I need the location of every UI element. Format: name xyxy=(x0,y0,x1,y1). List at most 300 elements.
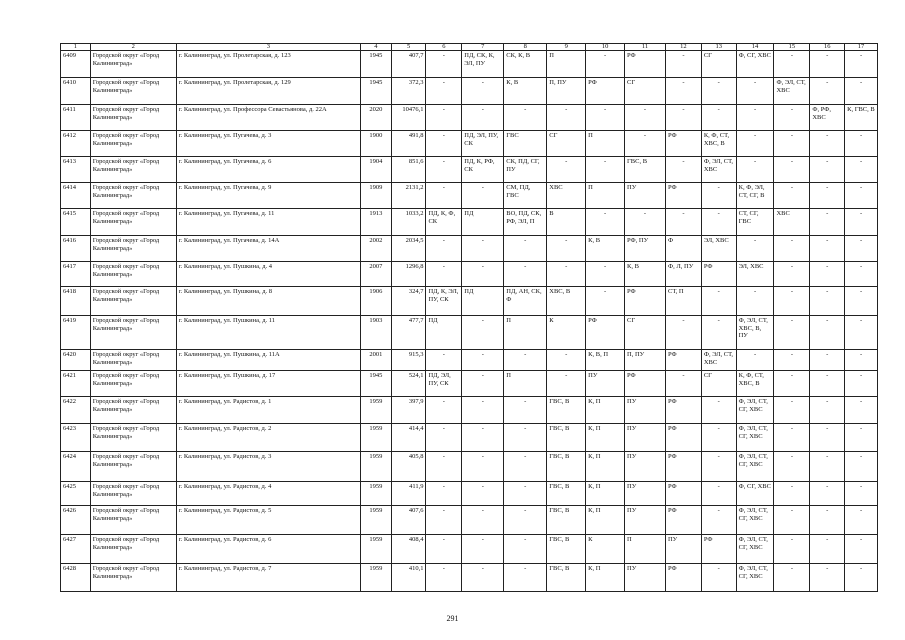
table-cell: ГВС, В xyxy=(547,535,586,564)
table-cell: - xyxy=(462,350,504,371)
table-cell: Городской округ «Город Калининград» xyxy=(90,371,176,397)
table-cell: 10476,1 xyxy=(391,105,426,131)
column-header: 10 xyxy=(586,44,625,51)
table-cell: П, ПУ xyxy=(547,78,586,105)
table-cell: г. Калининград, ул. Радистов, д. 6 xyxy=(176,535,360,564)
table-cell: - xyxy=(810,424,845,452)
table-row xyxy=(61,397,878,424)
table-cell: 1900 xyxy=(360,131,391,157)
table-cell: ЭЛ, ХВС xyxy=(736,262,774,287)
table-cell: - xyxy=(701,78,736,105)
table-cell: РФ xyxy=(665,482,701,506)
table-cell: Городской округ «Город Калининград» xyxy=(90,350,176,371)
table-cell: г. Калининград, ул. Пушкина, д. 11 xyxy=(176,316,360,350)
table-cell: 6421 xyxy=(61,371,91,397)
table-cell: - xyxy=(736,287,774,316)
table-cell: РФ xyxy=(665,131,701,157)
table-cell: 410,1 xyxy=(391,564,426,592)
table-cell: - xyxy=(774,183,810,209)
table-cell: - xyxy=(547,371,586,397)
table-cell: 1959 xyxy=(360,482,391,506)
table-cell: - xyxy=(586,287,625,316)
table-cell: - xyxy=(810,183,845,209)
table-cell: - xyxy=(774,482,810,506)
column-header: 17 xyxy=(845,44,878,51)
table-cell: П xyxy=(504,371,547,397)
table-cell: - xyxy=(845,482,878,506)
table-cell: - xyxy=(665,51,701,78)
table-cell: СГ xyxy=(701,51,736,78)
table-row xyxy=(61,316,878,350)
table-cell: РФ xyxy=(665,506,701,535)
table-cell: - xyxy=(504,564,547,592)
table-cell: г. Калининград, ул. Пушкина, д. 17 xyxy=(176,371,360,397)
column-header: 7 xyxy=(462,44,504,51)
table-cell: П xyxy=(547,51,586,78)
table-cell: П xyxy=(504,316,547,350)
table-row xyxy=(61,287,878,316)
table-cell: 2034,5 xyxy=(391,236,426,262)
table-cell: - xyxy=(845,350,878,371)
table-row xyxy=(61,564,878,592)
column-header: 5 xyxy=(391,44,426,51)
table-cell: 407,6 xyxy=(391,506,426,535)
table-cell: РФ xyxy=(701,262,736,287)
table-cell: Городской округ «Город Калининград» xyxy=(90,482,176,506)
table-cell: - xyxy=(701,209,736,236)
table-cell: - xyxy=(504,262,547,287)
table-cell: - xyxy=(774,397,810,424)
table-cell: Ф, ЭЛ, СТ, СГ, ХВС xyxy=(736,506,774,535)
table-cell: - xyxy=(845,424,878,452)
table-cell: - xyxy=(547,105,586,131)
table-cell: - xyxy=(665,316,701,350)
table-cell: Городской округ «Город Калининград» xyxy=(90,262,176,287)
table-cell: г. Калининград, ул. Пугачева, д. 11 xyxy=(176,209,360,236)
table-cell: Ф, СГ, ХВС xyxy=(736,482,774,506)
table-cell: - xyxy=(845,564,878,592)
column-header: 4 xyxy=(360,44,391,51)
table-cell: ГВС, В xyxy=(547,424,586,452)
table-cell: Городской округ «Город Калининград» xyxy=(90,78,176,105)
table-cell: - xyxy=(586,157,625,183)
table-cell: г. Калининград, ул. Радистов, д. 5 xyxy=(176,506,360,535)
table-cell: 408,4 xyxy=(391,535,426,564)
table-cell: - xyxy=(736,350,774,371)
table-cell: - xyxy=(845,262,878,287)
table-cell: 2002 xyxy=(360,236,391,262)
table-cell: ПУ xyxy=(625,564,666,592)
table-cell: 6411 xyxy=(61,105,91,131)
table-cell: - xyxy=(774,424,810,452)
table-cell: 6413 xyxy=(61,157,91,183)
table-cell: 411,9 xyxy=(391,482,426,506)
column-header: 3 xyxy=(176,44,360,51)
table-cell: - xyxy=(504,350,547,371)
table-cell: Городской округ «Город Калининград» xyxy=(90,452,176,482)
table-cell: ПД, ЭЛ, ПУ, СК xyxy=(462,131,504,157)
table-cell: 6414 xyxy=(61,183,91,209)
table-cell: 524,1 xyxy=(391,371,426,397)
table-row xyxy=(61,535,878,564)
table-cell: К, В xyxy=(625,262,666,287)
table-cell: В xyxy=(547,209,586,236)
table-cell: - xyxy=(426,506,462,535)
table-row xyxy=(61,183,878,209)
table-cell: РФ xyxy=(665,452,701,482)
table-cell: 1296,8 xyxy=(391,262,426,287)
table-cell: РФ xyxy=(665,183,701,209)
table-cell: К, В, П xyxy=(586,350,625,371)
table-cell: К, П xyxy=(586,397,625,424)
table-cell: 6428 xyxy=(61,564,91,592)
table-cell: Городской округ «Город Калининград» xyxy=(90,183,176,209)
table-cell: - xyxy=(426,131,462,157)
table-cell: - xyxy=(845,236,878,262)
table-cell: - xyxy=(462,236,504,262)
table-row xyxy=(61,350,878,371)
table-cell: К, Ф, ЭЛ, СТ, СГ, В xyxy=(736,183,774,209)
table-cell: ПУ xyxy=(625,397,666,424)
table-cell: г. Калининград, ул. Пролетарская, д. 129 xyxy=(176,78,360,105)
table-cell: 2131,2 xyxy=(391,183,426,209)
table-cell: - xyxy=(845,371,878,397)
table-cell: 407,7 xyxy=(391,51,426,78)
table-cell: К xyxy=(547,316,586,350)
table-cell: П xyxy=(586,183,625,209)
table-cell: - xyxy=(774,506,810,535)
table-cell: - xyxy=(504,236,547,262)
table-cell: - xyxy=(845,452,878,482)
table-row xyxy=(61,236,878,262)
table-cell: 1959 xyxy=(360,535,391,564)
table-cell: Ф, СГ, ХВС xyxy=(736,51,774,78)
table-cell: - xyxy=(810,535,845,564)
table-cell: - xyxy=(462,564,504,592)
table-cell: - xyxy=(665,78,701,105)
table-cell: г. Калининград, ул. Пугачева, д. 14А xyxy=(176,236,360,262)
table-cell: СГ xyxy=(625,316,666,350)
table-cell: ПУ xyxy=(586,371,625,397)
table-cell: СГ xyxy=(701,371,736,397)
table-cell: - xyxy=(736,131,774,157)
table-cell: 1903 xyxy=(360,316,391,350)
table-cell: ХВС xyxy=(547,183,586,209)
table-cell: - xyxy=(462,397,504,424)
table-cell: ПД xyxy=(462,209,504,236)
table-cell: - xyxy=(625,105,666,131)
table-cell: 491,8 xyxy=(391,131,426,157)
table-cell: ГВС, В xyxy=(547,564,586,592)
table-row xyxy=(61,78,878,105)
table-cell: 405,8 xyxy=(391,452,426,482)
table-cell: - xyxy=(736,78,774,105)
table-cell: - xyxy=(625,209,666,236)
column-header: 2 xyxy=(90,44,176,51)
column-header: 11 xyxy=(625,44,666,51)
table-cell: 1959 xyxy=(360,564,391,592)
table-cell: - xyxy=(426,482,462,506)
table-cell: г. Калининград, ул. Пугачева, д. 3 xyxy=(176,131,360,157)
table-cell: Городской округ «Город Калининград» xyxy=(90,236,176,262)
table-cell: - xyxy=(810,564,845,592)
table-cell: СГ xyxy=(625,78,666,105)
table-cell: ПУ xyxy=(665,535,701,564)
table-cell: 2001 xyxy=(360,350,391,371)
table-cell: Ф, ЭЛ, СТ, СГ, ХВС xyxy=(736,397,774,424)
table-cell: - xyxy=(426,236,462,262)
table-cell: К, П xyxy=(586,482,625,506)
table-cell: - xyxy=(774,316,810,350)
column-header: 6 xyxy=(426,44,462,51)
table-cell: РФ xyxy=(625,371,666,397)
table-cell: г. Калининград, ул. Радистов, д. 1 xyxy=(176,397,360,424)
table-cell: - xyxy=(810,209,845,236)
page-number: 291 xyxy=(446,614,459,623)
table-row xyxy=(61,452,878,482)
registry-table xyxy=(60,43,878,592)
table-row xyxy=(61,157,878,183)
table-cell: - xyxy=(845,397,878,424)
table-cell: 372,3 xyxy=(391,78,426,105)
table-cell: 1959 xyxy=(360,452,391,482)
table-cell: 1913 xyxy=(360,209,391,236)
table-cell: Городской округ «Город Калининград» xyxy=(90,287,176,316)
table-cell: - xyxy=(845,131,878,157)
table-cell: Ф, ЭЛ, СТ, СГ, ХВС xyxy=(736,564,774,592)
table-cell: ПД, К, Ф, СК xyxy=(426,209,462,236)
table-cell: - xyxy=(701,287,736,316)
table-cell: - xyxy=(462,506,504,535)
table-cell: - xyxy=(774,371,810,397)
table-cell: - xyxy=(845,535,878,564)
table-cell: СК, К, В xyxy=(504,51,547,78)
table-cell: - xyxy=(462,452,504,482)
table-cell: 2020 xyxy=(360,105,391,131)
table-cell: К, ГВС, В xyxy=(845,105,878,131)
table-cell: 6418 xyxy=(61,287,91,316)
table-cell: 6420 xyxy=(61,350,91,371)
table-cell: 915,3 xyxy=(391,350,426,371)
table-cell: К, П xyxy=(586,506,625,535)
table-cell: 397,9 xyxy=(391,397,426,424)
table-cell: 414,4 xyxy=(391,424,426,452)
table-cell: г. Калининград, ул. Профессора Севастьянова, д. 22А xyxy=(176,105,360,131)
table-cell: Ф, РФ, ХВС xyxy=(810,105,845,131)
table-cell: 1945 xyxy=(360,371,391,397)
table-cell: 2007 xyxy=(360,262,391,287)
table-cell: - xyxy=(736,236,774,262)
table-cell: ГВС, В xyxy=(547,482,586,506)
table-cell: - xyxy=(462,535,504,564)
table-cell: РФ, ПУ xyxy=(625,236,666,262)
table-row xyxy=(61,506,878,535)
table-row xyxy=(61,51,878,78)
table-row xyxy=(61,105,878,131)
table-cell: - xyxy=(845,157,878,183)
table-cell: - xyxy=(810,236,845,262)
table-cell: 6419 xyxy=(61,316,91,350)
table-cell: К, П xyxy=(586,564,625,592)
table-cell: ХВС, В xyxy=(547,287,586,316)
table-cell: - xyxy=(845,209,878,236)
table-cell: г. Калининград, ул. Пушкина, д. 8 xyxy=(176,287,360,316)
table-cell: 6426 xyxy=(61,506,91,535)
table-cell: - xyxy=(701,183,736,209)
table-cell: - xyxy=(774,105,810,131)
table-cell: - xyxy=(845,78,878,105)
table-cell: РФ xyxy=(701,535,736,564)
table-cell: - xyxy=(774,131,810,157)
table-cell: 6425 xyxy=(61,482,91,506)
table-cell: - xyxy=(426,78,462,105)
table-cell: Городской округ «Город Калининград» xyxy=(90,424,176,452)
table-cell: Городской округ «Город Калининград» xyxy=(90,209,176,236)
column-header: 8 xyxy=(504,44,547,51)
table-cell: 6424 xyxy=(61,452,91,482)
table-cell: РФ xyxy=(665,424,701,452)
table-cell: 6423 xyxy=(61,424,91,452)
table-cell: - xyxy=(810,452,845,482)
table-cell: - xyxy=(547,350,586,371)
table-cell: 6417 xyxy=(61,262,91,287)
table-cell: 1945 xyxy=(360,51,391,78)
table-cell: РФ xyxy=(665,397,701,424)
table-cell: К, П xyxy=(586,424,625,452)
table-cell: - xyxy=(462,482,504,506)
table-cell: - xyxy=(810,482,845,506)
table-cell: Городской округ «Город Калининград» xyxy=(90,131,176,157)
table-cell: г. Калининград, ул. Пугачева, д. 9 xyxy=(176,183,360,209)
table-cell: 6415 xyxy=(61,209,91,236)
table-cell: ГВС, В xyxy=(547,506,586,535)
table-cell: ГВС, В xyxy=(625,157,666,183)
table-cell: - xyxy=(810,350,845,371)
table-cell: - xyxy=(462,316,504,350)
table-cell: Ф, ЭЛ, СТ, ХВС, В, ПУ xyxy=(736,316,774,350)
table-row xyxy=(61,131,878,157)
table-cell: Городской округ «Город Калининград» xyxy=(90,564,176,592)
column-header: 9 xyxy=(547,44,586,51)
table-cell: ГВС xyxy=(504,131,547,157)
table-cell: - xyxy=(426,424,462,452)
table-cell: К, Ф, СТ, ХВС, В xyxy=(701,131,736,157)
table-cell: - xyxy=(774,262,810,287)
table-cell: - xyxy=(462,78,504,105)
table-cell: - xyxy=(701,452,736,482)
table-cell: - xyxy=(701,316,736,350)
table-cell: 1959 xyxy=(360,506,391,535)
table-cell: ПУ xyxy=(625,183,666,209)
table-cell: СГ xyxy=(547,131,586,157)
table-cell: 6409 xyxy=(61,51,91,78)
table-cell: - xyxy=(736,157,774,183)
table-cell: - xyxy=(810,316,845,350)
table-row xyxy=(61,424,878,452)
table-cell: - xyxy=(810,371,845,397)
table-cell: Ф, ЭЛ, СТ, СГ, ХВС xyxy=(736,535,774,564)
table-cell: - xyxy=(845,506,878,535)
table-cell: г. Калининград, ул. Радистов, д. 3 xyxy=(176,452,360,482)
table-cell: - xyxy=(426,397,462,424)
table-cell: 6416 xyxy=(61,236,91,262)
table-cell: - xyxy=(665,157,701,183)
column-header: 12 xyxy=(665,44,701,51)
table-cell: ЭЛ, ХВС xyxy=(701,236,736,262)
table-cell: - xyxy=(504,482,547,506)
table-cell: РФ xyxy=(625,287,666,316)
table-cell: ПД xyxy=(462,287,504,316)
table-cell: г. Калининград, ул. Радистов, д. 2 xyxy=(176,424,360,452)
table-cell: 1909 xyxy=(360,183,391,209)
table-cell: - xyxy=(845,287,878,316)
table-cell: - xyxy=(462,424,504,452)
table-cell: - xyxy=(774,535,810,564)
table-cell: - xyxy=(426,452,462,482)
table-cell: Городской округ «Город Калининград» xyxy=(90,157,176,183)
table-cell: - xyxy=(810,287,845,316)
table-cell: - xyxy=(426,157,462,183)
table-cell: 324,7 xyxy=(391,287,426,316)
table-cell: - xyxy=(810,78,845,105)
table-cell: - xyxy=(462,105,504,131)
table-cell: 6410 xyxy=(61,78,91,105)
table-cell: - xyxy=(547,157,586,183)
table-cell: - xyxy=(665,371,701,397)
table-cell: 851,6 xyxy=(391,157,426,183)
table-cell: - xyxy=(774,157,810,183)
header-row xyxy=(61,44,878,51)
table-cell: К, Ф, СТ, ХВС, В xyxy=(736,371,774,397)
table-cell: П, ПУ xyxy=(625,350,666,371)
table-cell: - xyxy=(774,452,810,482)
table-cell: П xyxy=(625,535,666,564)
table-cell: ХВС xyxy=(774,209,810,236)
table-cell: г. Калининград, ул. Пушкина, д. 11А xyxy=(176,350,360,371)
table-cell: - xyxy=(504,105,547,131)
table-cell: Ф, ЭЛ, СТ, ХВС xyxy=(701,350,736,371)
table-cell: СК, ПД, СГ, ПУ xyxy=(504,157,547,183)
table-cell: ПУ xyxy=(625,452,666,482)
column-header: 14 xyxy=(736,44,774,51)
table-cell: 1906 xyxy=(360,287,391,316)
table-cell: - xyxy=(547,262,586,287)
table-cell: - xyxy=(665,209,701,236)
table-cell: - xyxy=(845,51,878,78)
table-cell: Ф xyxy=(665,236,701,262)
table-cell: г. Калининград, ул. Пролетарская, д. 123 xyxy=(176,51,360,78)
table-cell: ВО, ПД, СК, РФ, ЭЛ, П xyxy=(504,209,547,236)
table-row xyxy=(61,371,878,397)
table-cell: - xyxy=(586,262,625,287)
table-cell: г. Калининград, ул. Радистов, д. 7 xyxy=(176,564,360,592)
table-cell: П xyxy=(586,131,625,157)
table-cell: - xyxy=(586,51,625,78)
table-cell: 6412 xyxy=(61,131,91,157)
table-cell: Городской округ «Город Калининград» xyxy=(90,105,176,131)
table-cell: К, В xyxy=(504,78,547,105)
table-cell: ПД, ЭЛ, ПУ, СК xyxy=(426,371,462,397)
table-cell: - xyxy=(665,105,701,131)
table-cell: ГВС, В xyxy=(547,452,586,482)
table-cell: г. Калининград, ул. Пугачева, д. 6 xyxy=(176,157,360,183)
table-cell: 477,7 xyxy=(391,316,426,350)
table-cell: - xyxy=(426,564,462,592)
table-cell: - xyxy=(504,424,547,452)
table-cell: Ф, Л, ПУ xyxy=(665,262,701,287)
table-cell: ПУ xyxy=(625,482,666,506)
table-cell: - xyxy=(462,371,504,397)
